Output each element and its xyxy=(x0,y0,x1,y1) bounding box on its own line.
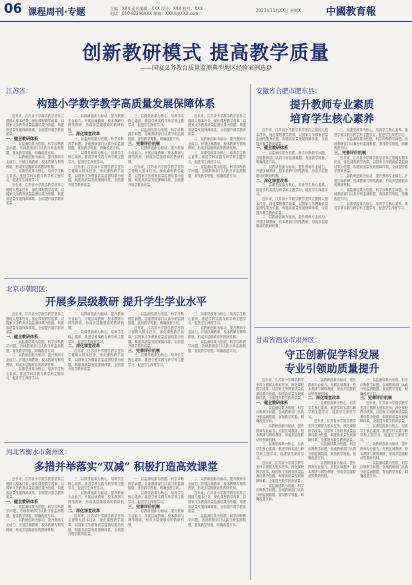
article-body-column xyxy=(360,378,408,582)
paragraph: 二、以教研创新为驱动，提升教师专业能力。开展区域教研、校本教研与网络教研，形成多层级联动的教研机制。 xyxy=(308,378,356,396)
subheading: 三、完善评价机制 xyxy=(360,395,392,401)
article-region-chaoyang: 北京市朝阳区： xyxy=(6,285,52,293)
paragraph: 一、以监测结果为依据，科学诊断教学问题。各地教研部门认真分析监测数据，查找教学短板，明确改进方向。 xyxy=(6,339,64,353)
paragraph: 二、以教研创新为驱动，提升教师专业能力。开展区域教研、校本教研与网络教研，形成多层级联动的教研机制。 xyxy=(6,518,64,532)
article-body-column xyxy=(188,477,246,581)
paragraph: 三、以课堂改革为核心，培育学生核心素养。推进学科实践与跨学科主题学习，促进学生深度学习。 xyxy=(128,353,184,367)
paragraph: 二、以教研创新为驱动，提升教师专业能力。开展区域教研、校本教研与网络教研，形成多层级联动的教研机制。 xyxy=(308,460,356,479)
issue-date: 2023年11月XX日 星期X xyxy=(256,8,301,13)
section-title: 课程周刊·专题 xyxy=(28,8,86,18)
article-title-jiangsu: 构建小学数学教学高质量发展保障体系 xyxy=(36,98,216,110)
paragraph: 近年来，江苏省小学数学教学坚持立德树人根本任务，深化课程教学改革，以国家义务教育质量监测结果为依据，构建高质量发展保障体系，全面提升数学教育质量。 xyxy=(68,348,124,372)
paragraph: 三、以课堂改革为核心，培育学生核心素养。推进学科实践与跨学科主题学习，促进学生深度学习。 xyxy=(128,490,184,504)
paragraph: 一、以监测结果为依据，科学诊断教学问题。各地教研部门认真分析监测数据，查找教学短板，明确改进方向。 xyxy=(6,504,64,518)
paragraph: 近年来，江苏省小学数学教学坚持立德树人根本任务，深化课程教学改革，以国家义务教育质量监测结果为依据，构建高质量发展保障体系，全面提升数学教育质量。 xyxy=(68,513,124,537)
subheading: 三、完善评价机制 xyxy=(128,503,160,509)
page-number: 06 xyxy=(4,2,23,17)
paragraph: 二、以教研创新为驱动，提升教师专业能力。开展区域教研、校本教研与网络教研，形成多层级联动的教研机制。 xyxy=(68,114,124,132)
paragraph: 一、以监测结果为依据，科学诊断教学问题。各地教研部门认真分析监测数据，查找教学短板，明确改进方向。 xyxy=(128,477,184,491)
paragraph: 二、以教研创新为驱动，提升教师专业能力。开展区域教研、校本教研与网络教研，形成多层级联动的教研机制。 xyxy=(188,136,246,151)
paragraph: 近年来，江苏省小学数学教学坚持立德树人根本任务，深化课程教学改革，以国家义务教育质量监测结果为依据，构建高质量发展保障体系，全面提升数学教育质量。 xyxy=(68,164,124,187)
subheading: 一、健全教研体系 xyxy=(256,399,288,405)
paragraph: 二、以教研创新为驱动，提升教师专业能力。开展区域教研、校本教研与网络教研，形成多层级联动的教研机制。 xyxy=(68,312,124,330)
paragraph: 一、以监测结果为依据，科学诊断教学问题。各地教研部门认真分析监测数据，查找教学短板，明确改进方向。 xyxy=(128,127,184,141)
paragraph: 二、以教研创新为驱动，提升教师专业能力。开展区域教研、校本教研与网络教研，形成多层级联动的教研机制。 xyxy=(6,353,64,367)
paragraph: 二、以教研创新为驱动，提升教师专业能力。开展区域教研、校本教研与网络教研，形成多层级联动的教研机制。 xyxy=(256,164,328,178)
article-body-column xyxy=(308,378,356,582)
article-divider xyxy=(254,327,410,328)
paragraph: 近年来，江苏省小学数学教学坚持立德树人根本任务，深化课程教学改革，以国家义务教育质量监测结果为依据，构建高质量发展保障体系，全面提升数学教育质量。 xyxy=(256,128,328,146)
subheading: 二、深化课堂改革 xyxy=(68,343,100,349)
paragraph: 二、以教研创新为驱动，提升教师专业能力。开展区域教研、校本教研与网络教研，形成多层级联动的教研机制。 xyxy=(334,173,408,188)
paragraph: 三、以课堂改革为核心，培育学生核心素养。推进学科实践与跨学科主题学习，促进学生深度学习。 xyxy=(360,423,408,442)
subheading: 三、完善评价机制 xyxy=(128,140,160,146)
paragraph: 一、以监测结果为依据，科学诊断教学问题。各地教研部门认真分析监测数据，查找教学短板，明确改进方向。 xyxy=(256,405,304,424)
paragraph: 一、以监测结果为依据，科学诊断教学问题。各地教研部门认真分析监测数据，查找教学短板，明确改进方向。 xyxy=(188,513,246,527)
header-rule xyxy=(0,21,412,22)
article-region-suzhou: 甘肃省酒泉市肃州区： xyxy=(256,336,321,344)
article-title-jizhou: 多措并举落实“双减” 积极打造高效课堂 xyxy=(34,461,218,473)
paragraph: 三、以课堂改革为核心，培育学生核心素养。推进学科实践与跨学科主题学习，促进学生深度学习。 xyxy=(6,367,64,381)
subheading: 二、深化课堂改革 xyxy=(308,395,340,401)
paragraph: 二、以教研创新为驱动，提升教师专业能力。开展区域教研、校本教研与网络教研，形成多层级联动的教研机制。 xyxy=(256,215,328,229)
article-body-column xyxy=(6,114,64,274)
paragraph: 三、以课堂改革为核心，培育学生核心素养。推进学科实践与跨学科主题学习，促进学生深度学习。 xyxy=(256,183,328,197)
paragraph: 一、以监测结果为依据，科学诊断教学问题。各地教研部门认真分析监测数据，查找教学短板，明确改进方向。 xyxy=(68,136,124,151)
paragraph: 近年来，江苏省小学数学教学坚持立德树人根本任务，深化课程教学改革，以国家义务教育质量监测结果为依据，构建高质量发展保障体系，全面提升数学教育质量。 xyxy=(360,400,408,424)
paragraph: 近年来，江苏省小学数学教学坚持立德树人根本任务，深化课程教学改革，以国家义务教育质量监测结果为依据，构建高质量发展保障体系，全面提升数学教育质量。 xyxy=(6,182,64,206)
paragraph: 近年来，江苏省小学数学教学坚持立德树人根本任务，深化课程教学改革，以国家义务教育质量监测结果为依据，构建高质量发展保障体系，全面提升数学教育质量。 xyxy=(188,490,246,514)
subheading: 一、健全教研体系 xyxy=(6,333,38,339)
paragraph: 一、以监测结果为依据，科学诊断教学问题。各地教研部门认真分析监测数据，查找教学短板，明确改进方向。 xyxy=(360,378,408,396)
paragraph: 三、以课堂改革为核心，培育学生核心素养。推进学科实践与跨学科主题学习，促进学生深度学习。 xyxy=(334,128,408,137)
subheading: 二、深化课堂改革 xyxy=(256,177,288,183)
paragraph: 三、以课堂改革为核心，培育学生核心素养。推进学科实践与跨学科主题学习，促进学生深度学习。 xyxy=(68,330,124,344)
editor-line-1: 主编：XXX 责任编辑：XXX 设计：XXX 校对：XXX xyxy=(110,6,203,11)
paragraph: 近年来，江苏省小学数学教学坚持立德树人根本任务，深化课程教学改革，以国家义务教育质量监测结果为依据，构建高质量发展保障体系，全面提升数学教育质量。 xyxy=(6,114,64,137)
paragraph: 一、以监测结果为依据，科学诊断教学问题。各地教研部门认真分析监测数据，查找教学短板，明确改进方向。 xyxy=(256,150,328,165)
paragraph: 二、以教研创新为驱动，提升教师专业能力。开展区域教研、校本教研与网络教研，形成多层级联动的教研机制。 xyxy=(360,442,408,461)
article-body-column xyxy=(128,312,184,438)
column-divider xyxy=(250,84,251,580)
paragraph: 近年来，江苏省小学数学教学坚持立德树人根本任务，深化课程教学改革，以国家义务教育质量监测结果为依据，构建高质量发展保障体系，全面提升数学教育质量。 xyxy=(256,378,304,401)
subheading: 三、完善评价机制 xyxy=(334,149,366,155)
paragraph: 一、以监测结果为依据，科学诊断教学问题。各地教研部门认真分析监测数据，查找教学短板，明确改进方向。 xyxy=(360,460,408,479)
paragraph: 二、以教研创新为驱动，提升教师专业能力。开展区域教研、校本教研与网络教研，形成多层级联动的教研机制。 xyxy=(128,146,184,164)
subheading: 一、健全教研体系 xyxy=(6,498,38,504)
paragraph: 二、以教研创新为驱动，提升教师专业能力。开展区域教研、校本教研与网络教研，形成多层级联动的教研机制。 xyxy=(256,423,304,442)
article-title-feidong-line2: 培育学生核心素养 xyxy=(290,113,374,125)
newspaper-masthead: 中國教育報 xyxy=(326,7,376,18)
article-body-column xyxy=(128,477,184,581)
article-body-column xyxy=(188,312,246,438)
article-region-feidong: 安徽省合肥市肥东县： xyxy=(256,87,321,95)
paragraph: 二、以教研创新为驱动，提升教师专业能力。开展区域教研、校本教研与网络教研，形成多层级联动的教研机制。 xyxy=(188,477,246,491)
main-headline: 创新教研模式 提高教学质量 xyxy=(82,42,330,64)
article-region-jizhou: 河北省衡水市冀州区： xyxy=(6,448,71,456)
article-divider xyxy=(4,278,248,279)
paragraph: 三、以课堂改革为核心，培育学生核心素养。推进学科实践与跨学科主题学习，促进学生深度学习。 xyxy=(308,400,356,419)
subheading: 三、完善评价机制 xyxy=(128,347,160,353)
article-body-column xyxy=(256,378,304,582)
paragraph: 一、以监测结果为依据，科学诊断教学问题。各地教研部门认真分析监测数据，查找教学短板，明确改进方向。 xyxy=(188,339,246,353)
paragraph: 近年来，江苏省小学数学教学坚持立德树人根本任务，深化课程教学改革，以国家义务教育质量监测结果为依据，构建高质量发展保障体系，全面提升数学教育质量。 xyxy=(128,164,184,187)
paragraph: 近年来，江苏省小学数学教学坚持立德树人根本任务，深化课程教学改革，以国家义务教育质量监测结果为依据，构建高质量发展保障体系，全面提升数学教育质量。 xyxy=(308,419,356,442)
article-body-column xyxy=(256,128,328,324)
paragraph: 一、以监测结果为依据，科学诊断教学问题。各地教研部门认真分析监测数据，查找教学短板，明确改进方向。 xyxy=(308,442,356,461)
editor-line-2: 电话：010-82296XXX 邮箱：XXXX@XXX.com xyxy=(110,11,199,16)
article-body-column xyxy=(128,114,184,274)
paragraph: 近年来，江苏省小学数学教学坚持立德树人根本任务，深化课程教学改革，以国家义务教育质量监测结果为依据，构建高质量发展保障体系，全面提升数学教育质量。 xyxy=(256,196,328,215)
paragraph: 二、以教研创新为驱动，提升教师专业能力。开展区域教研、校本教研与网络教研，形成多层级联动的教研机制。 xyxy=(188,325,246,339)
article-body-column xyxy=(6,477,64,581)
article-body-column xyxy=(188,114,246,274)
main-subtitle: ——国家义务教育质量监测典型地区经验案例选登 xyxy=(139,65,272,72)
paragraph: 三、以课堂改革为核心，培育学生核心素养。推进学科实践与跨学科主题学习，促进学生深度学习。 xyxy=(68,477,124,491)
article-body-column xyxy=(334,128,408,324)
paragraph: 三、以课堂改革为核心，培育学生核心素养。推进学科实践与跨学科主题学习，促进学生深度学习。 xyxy=(334,201,408,211)
subheading: 二、深化课堂改革 xyxy=(68,508,100,514)
subheading: 一、健全教研体系 xyxy=(6,135,38,141)
paragraph: 二、以教研创新为驱动，提升教师专业能力。开展区域教研、校本教研与网络教研，形成多层级联动的教研机制。 xyxy=(68,490,124,509)
article-body-column xyxy=(6,312,64,438)
paragraph: 近年来，江苏省小学数学教学坚持立德树人根本任务，深化课程教学改革，以国家义务教育质量监测结果为依据，构建高质量发展保障体系，全面提升数学教育质量。 xyxy=(256,460,304,484)
editor-info xyxy=(110,6,230,16)
paragraph: 一、以监测结果为依据，科学诊断教学问题。各地教研部门认真分析监测数据，查找教学短板，明确改进方向。 xyxy=(128,312,184,326)
paragraph: 三、以课堂改革为核心，培育学生核心素养。推进学科实践与跨学科主题学习，促进学生深度学习。 xyxy=(256,442,304,461)
paragraph: 一、以监测结果为依据，科学诊断教学问题。各地教研部门认真分析监测数据，查找教学短板，明确改进方向。 xyxy=(256,483,304,502)
article-divider xyxy=(4,442,248,443)
paragraph: 一、以监测结果为依据，科学诊断教学问题。各地教研部门认真分析监测数据，查找教学短板，明确改进方向。 xyxy=(334,187,408,201)
paragraph: 二、以教研创新为驱动，提升教师专业能力。开展区域教研、校本教研与网络教研，形成多层级联动的教研机制。 xyxy=(128,509,184,527)
article-body-column xyxy=(68,477,124,581)
paragraph: 近年来，江苏省小学数学教学坚持立德树人根本任务，深化课程教学改革，以国家义务教育质量监测结果为依据，构建高质量发展保障体系，全面提升数学教育质量。 xyxy=(128,325,184,349)
paragraph: 近年来，江苏省小学数学教学坚持立德树人根本任务，深化课程教学改革，以国家义务教育质量监测结果为依据，构建高质量发展保障体系，全面提升数学教育质量。 xyxy=(6,312,64,335)
paragraph: 一、以监测结果为依据，科学诊断教学问题。各地教研部门认真分析监测数据，查找教学短板，明确改进方向。 xyxy=(188,164,246,178)
paragraph: 三、以课堂改革为核心，培育学生核心素养。推进学科实践与跨学科主题学习，促进学生深度学习。 xyxy=(188,150,246,164)
subheading: 一、健全教研体系 xyxy=(256,145,288,151)
article-body-column xyxy=(68,114,124,274)
article-title-suzhou-line1: 守正创新促学科发展 xyxy=(284,349,380,361)
paragraph: 近年来，江苏省小学数学教学坚持立德树人根本任务，深化课程教学改革，以国家义务教育质量监测结果为依据，构建高质量发展保障体系，全面提升数学教育质量。 xyxy=(188,114,246,137)
article-body-column xyxy=(68,312,124,438)
article-title-suzhou-line2: 专业引领助质量提升 xyxy=(284,363,380,375)
article-title-chaoyang: 开展多层级教研 提升学生学业水平 xyxy=(45,296,207,308)
subheading: 二、深化课堂改革 xyxy=(68,131,100,137)
paragraph: 三、以课堂改革为核心，培育学生核心素养。推进学科实践与跨学科主题学习，促进学生深度学习。 xyxy=(6,169,64,183)
paragraph: 近年来，江苏省小学数学教学坚持立德树人根本任务，深化课程教学改革，以国家义务教育质量监测结果为依据，构建高质量发展保障体系，全面提升数学教育质量。 xyxy=(6,477,64,500)
paragraph: 三、以课堂改革为核心，培育学生核心素养。推进学科实践与跨学科主题学习，促进学生深度学习。 xyxy=(68,150,124,164)
paragraph: 二、以教研创新为驱动，提升教师专业能力。开展区域教研、校本教研与网络教研，形成多层级联动的教研机制。 xyxy=(6,155,64,169)
paragraph: 一、以监测结果为依据，科学诊断教学问题。各地教研部门认真分析监测数据，查找教学短板，明确改进方向。 xyxy=(6,141,64,155)
paragraph: 一、以监测结果为依据，科学诊断教学问题。各地教研部门认真分析监测数据，查找教学短板，明确改进方向。 xyxy=(334,137,408,151)
article-region-jiangsu: 江苏省： xyxy=(6,87,32,95)
paragraph: 三、以课堂改革为核心，培育学生核心素养。推进学科实践与跨学科主题学习，促进学生深度学习。 xyxy=(128,114,184,128)
paragraph: 三、以课堂改革为核心，培育学生核心素养。推进学科实践与跨学科主题学习，促进学生深度学习。 xyxy=(188,312,246,326)
paragraph: 近年来，江苏省小学数学教学坚持立德树人根本任务，深化课程教学改革，以国家义务教育质量监测结果为依据，构建高质量发展保障体系，全面提升数学教育质量。 xyxy=(334,155,408,174)
article-title-feidong-line1: 提升教师专业素质 xyxy=(290,99,374,111)
